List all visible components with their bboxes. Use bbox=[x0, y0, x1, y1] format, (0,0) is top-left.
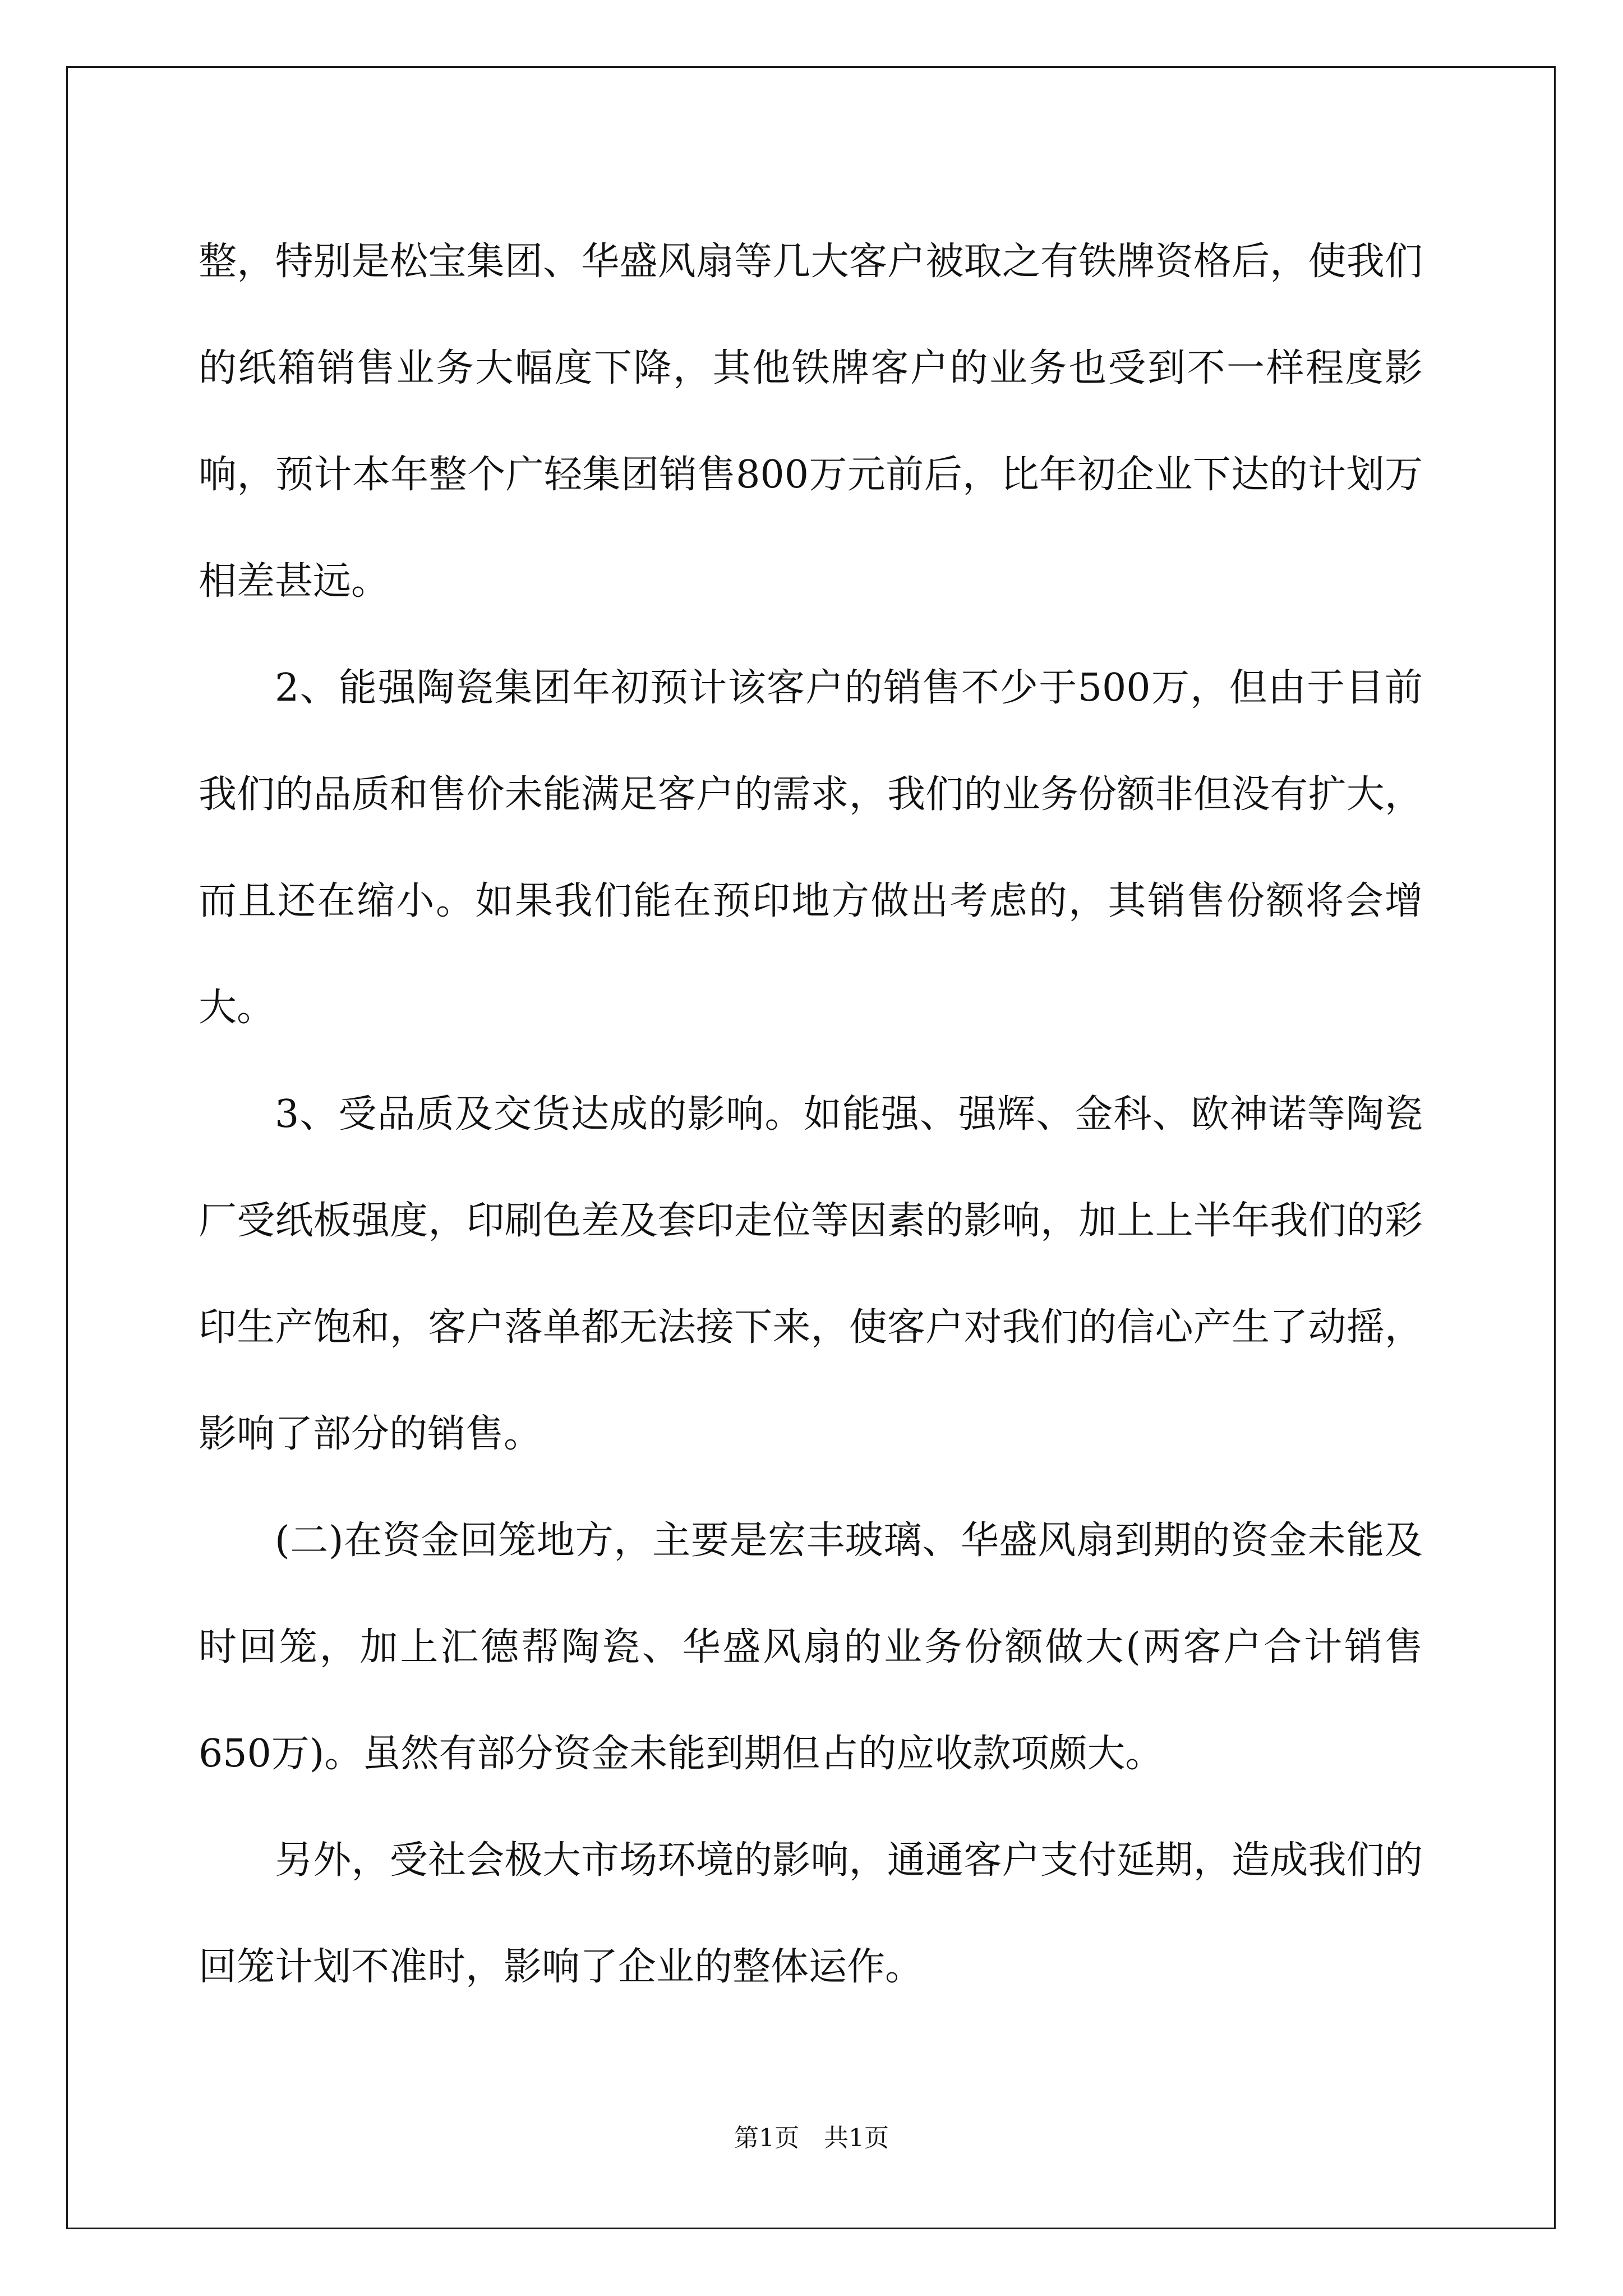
paragraph-4: (二)在资金回笼地方，主要是宏丰玻璃、华盛风扇到期的资金未能及时回笼，加上汇德帮陶瓷、华盛风扇的业务份额做大(两客户合计销售650万)。虽然有部分资金未能到期但占的应收款项颇大。 bbox=[199, 1519, 1423, 1776]
paragraph-5: 另外，受社会极大市场环境的影响，通通客户支付延期，造成我们的回笼计划不准时，影响了企业的整体运作。 bbox=[199, 1838, 1423, 1989]
paragraph-1: 整，特别是松宝集团、华盛风扇等几大客户被取之有铁牌资格后，使我们的纸箱销售业务大幅度下降，其他铁牌客户的业务也受到不一样程度影响，预计本年整个广轻集团销售800万元前后，比年初企业下达的计划万相差甚远。 bbox=[199, 240, 1423, 604]
paragraph-2: 2、能强陶瓷集团年初预计该客户的销售不少于500万，但由于目前我们的品质和售价未能满足客户的需求，我们的业务份额非但没有扩大，而且还在缩小。如果我们能在预印地方做出考虑的，其销售份额将会增大。 bbox=[199, 666, 1423, 1030]
paragraph-3: 3、受品质及交货达成的影响。如能强、强辉、金科、欧神诺等陶瓷厂受纸板强度，印刷色差及套印走位等因素的影响，加上上半年我们的彩印生产饱和，客户落单都无法接下来，使客户对我们的信心产生了动摇，影响了部分的销售。 bbox=[199, 1092, 1423, 1456]
document-body bbox=[199, 209, 1423, 2021]
page-number-footer: 第1页 共1页 bbox=[734, 2124, 889, 2152]
